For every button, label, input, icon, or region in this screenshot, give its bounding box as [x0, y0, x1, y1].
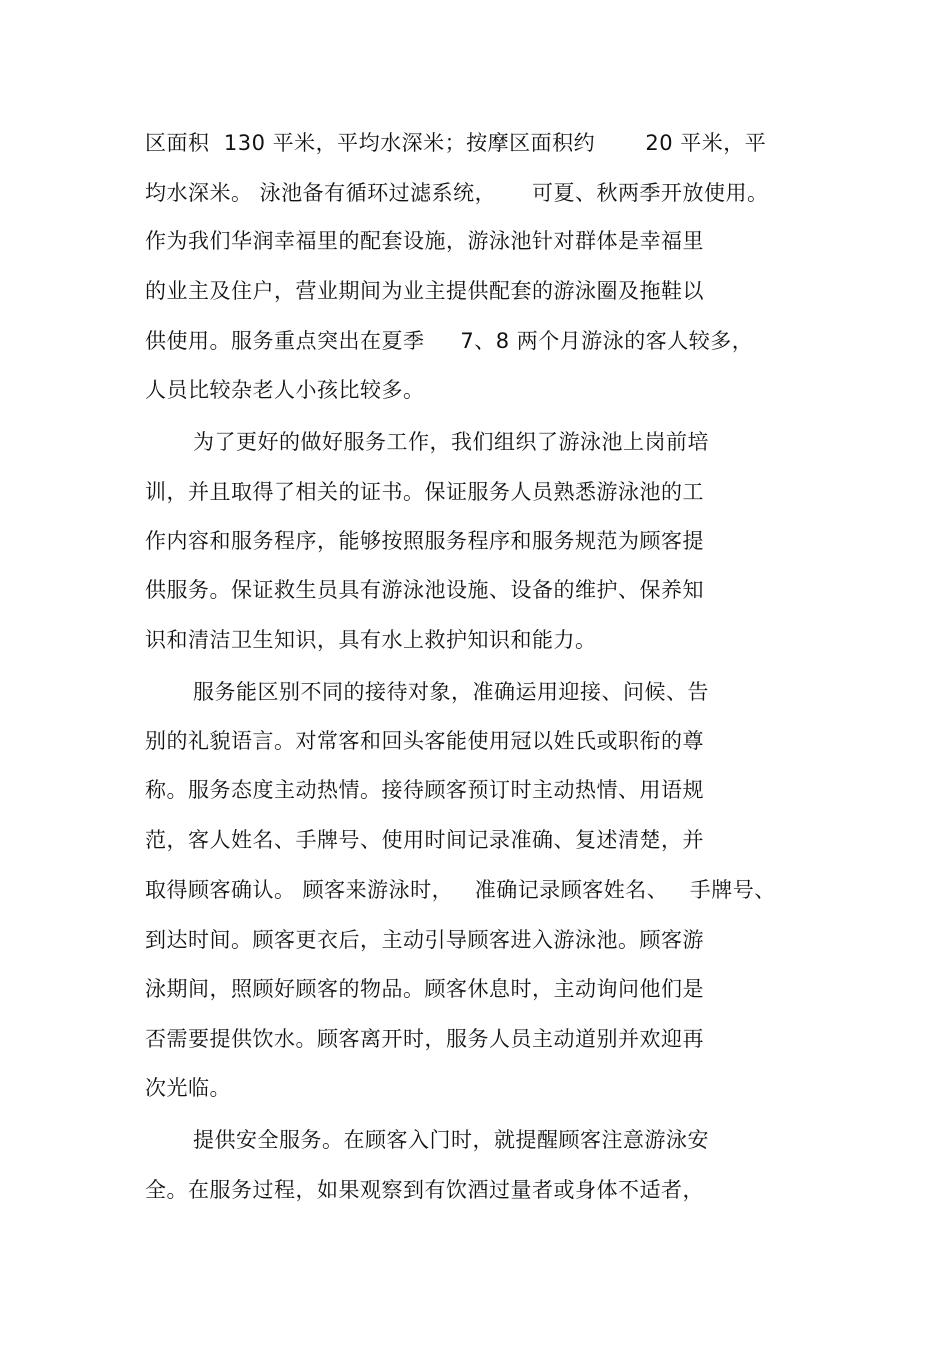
- text-line: 称。服务态度主动热情。接待顾客预订时主动热情、用语规: [145, 778, 704, 802]
- text-line: 区面积 130 平米，平均水深米；按摩区面积约 20 平米，平: [145, 131, 767, 155]
- text-line: 供使用。服务重点突出在夏季 7、8 两个月游泳的客人较多，: [145, 329, 754, 353]
- text-line: 次光临。: [145, 1076, 231, 1100]
- text-line: 的业主及住户，营业期间为业主提供配套的游泳圈及拖鞋以: [145, 279, 704, 303]
- text-line: 取得顾客确认。 顾客来游泳时， 准确记录顾客姓名、 手牌号、: [145, 878, 776, 902]
- paragraph-first-line: 为了更好的做好服务工作，我们组织了游泳池上岗前培: [193, 430, 709, 454]
- paragraph-first-line: 服务能区别不同的接待对象，准确运用迎接、问候、告: [193, 680, 709, 704]
- text-line: 全。在服务过程，如果观察到有饮酒过量者或身体不适者，: [145, 1178, 704, 1202]
- text-line: 作为我们华润幸福里的配套设施，游泳池针对群体是幸福里: [145, 229, 704, 253]
- text-line: 作内容和服务程序，能够按照服务程序和服务规范为顾客提: [145, 529, 704, 553]
- text-line: 否需要提供饮水。顾客离开时，服务人员主动道别并欢迎再: [145, 1027, 704, 1051]
- text-line: 别的礼貌语言。对常客和回头客能使用冠以姓氏或职衔的尊: [145, 729, 704, 753]
- text-line: 识和清洁卫生知识，具有水上救护知识和能力。: [145, 628, 597, 652]
- text-line: 供服务。保证救生员具有游泳池设施、设备的维护、保养知: [145, 578, 704, 602]
- text-line: 泳期间，照顾好顾客的物品。顾客休息时，主动询问他们是: [145, 977, 704, 1001]
- text-line: 人员比较杂老人小孩比较多。: [145, 378, 425, 402]
- text-line: 到达时间。顾客更衣后，主动引导顾客进入游泳池。顾客游: [145, 928, 704, 952]
- text-line: 训，并且取得了相关的证书。保证服务人员熟悉游泳池的工: [145, 480, 704, 504]
- paragraph-first-line: 提供安全服务。在顾客入门时，就提醒顾客注意游泳安: [193, 1128, 709, 1152]
- text-line: 均水深米。 泳池备有循环过滤系统， 可夏、秋两季开放使用。: [145, 181, 769, 205]
- text-line: 范，客人姓名、手牌号、使用时间记录准确、复述清楚，并: [145, 828, 704, 852]
